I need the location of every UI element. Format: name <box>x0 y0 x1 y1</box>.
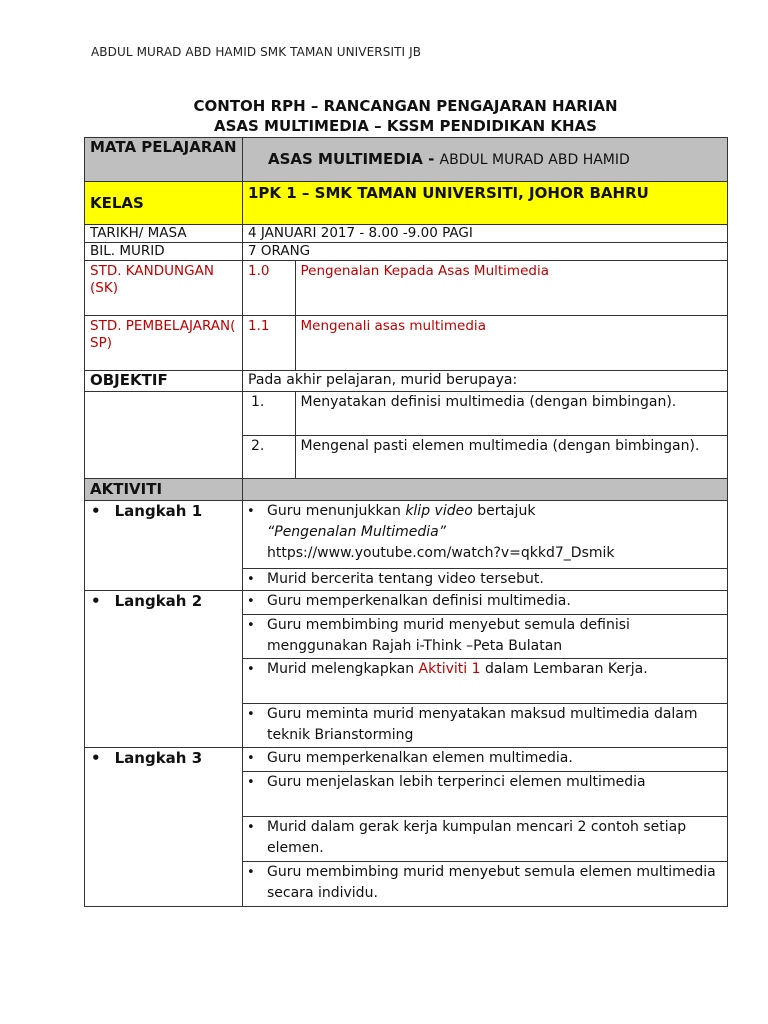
langkah-1-text: Langkah 1 <box>114 502 203 520</box>
video-url: https://www.youtube.com/watch?v=qkkd7_Dsmik <box>267 545 615 561</box>
bullet-icon: • <box>247 618 255 633</box>
sp-cell <box>243 316 728 371</box>
objektif-item <box>243 435 727 478</box>
objektif-item-number: 1. <box>251 394 265 410</box>
mata-pelajaran-label: MATA PELAJARAN <box>85 138 243 182</box>
item-italic: klip video <box>405 503 473 519</box>
row-aktiviti <box>85 479 728 501</box>
lesson-plan-table <box>84 137 728 907</box>
bullet-icon: • <box>247 820 255 835</box>
item-text: Guru menunjukkan <box>267 503 406 519</box>
langkah-1-label <box>85 501 243 591</box>
bullet-icon: • <box>247 594 255 609</box>
bullet-icon: • <box>247 504 255 519</box>
langkah-3-label <box>85 748 243 907</box>
row-langkah-3-a <box>85 748 728 772</box>
page-header: ABDUL MURAD ABD HAMID SMK TAMAN UNIVERSITI JB <box>91 45 422 59</box>
row-objektif-items <box>85 392 728 479</box>
item-text: Guru membimbing murid menyebut semula elemen multimedia secara individu. <box>267 864 716 901</box>
item-text: dalam Lembaran Kerja. <box>480 661 648 677</box>
sp-label: STD. PEMBELAJARAN( SP) <box>85 316 243 371</box>
item-text: Murid bercerita tentang video tersebut. <box>267 571 544 587</box>
sp-text: Mengenali asas multimedia <box>295 316 727 370</box>
row-kelas <box>85 182 728 225</box>
bullet-icon: • <box>91 592 101 610</box>
bullet-icon: • <box>247 572 255 587</box>
bullet-icon: • <box>247 865 255 880</box>
bullet-icon: • <box>247 707 255 722</box>
sk-number: 1.0 <box>248 263 270 279</box>
mata-pelajaran-value <box>243 138 728 182</box>
item-text: Murid dalam gerak kerja kumpulan mencari 2 contoh setiap elemen. <box>267 819 687 856</box>
item-text: Guru membimbing murid menyebut semula definisi menggunakan Rajah i-Think –Peta Bulatan <box>267 617 630 654</box>
item-text: Guru memperkenalkan definisi multimedia. <box>267 593 571 609</box>
video-title: “Pengenalan Multimedia” <box>267 524 447 540</box>
langkah-3-text: Langkah 3 <box>114 749 203 767</box>
aktiviti-empty-cell <box>243 479 728 501</box>
objektif-item <box>243 392 727 435</box>
row-standard-kandungan <box>85 261 728 316</box>
langkah-2-item <box>243 704 728 748</box>
langkah-3-item <box>243 748 728 772</box>
bullet-icon: • <box>91 502 101 520</box>
sp-number: 1.1 <box>248 318 270 334</box>
objektif-item-number: 2. <box>243 435 295 478</box>
bullet-icon: • <box>247 775 255 790</box>
tarikh-label: TARIKH/ MASA <box>85 225 243 243</box>
langkah-1-item <box>243 569 728 591</box>
kelas-value: 1PK 1 – SMK TAMAN UNIVERSITI, JOHOR BAHRU <box>243 182 728 225</box>
row-langkah-2-a <box>85 591 728 615</box>
objektif-item-text: Menyatakan definisi multimedia (dengan bimbingan). <box>295 392 727 435</box>
bil-murid-label: BIL. MURID <box>85 243 243 261</box>
bullet-icon: • <box>91 749 101 767</box>
objektif-empty-cell <box>85 392 243 479</box>
aktiviti-label: AKTIVITI <box>85 479 243 501</box>
row-langkah-1-a <box>85 501 728 569</box>
row-bil-murid <box>85 243 728 261</box>
document-title: CONTOH RPH – RANCANGAN PENGAJARAN HARIAN <box>193 97 618 115</box>
row-standard-pembelajaran <box>85 316 728 371</box>
objektif-items-cell <box>243 392 728 479</box>
item-text: Guru memperkenalkan elemen multimedia. <box>267 750 573 766</box>
langkah-2-text: Langkah 2 <box>114 592 203 610</box>
item-text: bertajuk <box>472 503 536 519</box>
row-tarikh <box>85 225 728 243</box>
bil-murid-value: 7 ORANG <box>243 243 728 261</box>
item-text: Guru menjelaskan lebih terperinci elemen multimedia <box>267 774 646 790</box>
document-subtitle: ASAS MULTIMEDIA – KSSM PENDIDIKAN KHAS <box>214 117 597 135</box>
teacher-name: ABDUL MURAD ABD HAMID <box>439 151 630 168</box>
langkah-2-label <box>85 591 243 748</box>
langkah-3-item <box>243 862 728 907</box>
langkah-2-item <box>243 615 728 659</box>
kelas-label: KELAS <box>85 182 243 225</box>
langkah-3-item <box>243 772 728 817</box>
sk-text: Pengenalan Kepada Asas Multimedia <box>295 261 727 315</box>
langkah-2-item <box>243 659 728 704</box>
tarikh-value: 4 JANUARI 2017 - 8.00 -9.00 PAGI <box>243 225 728 243</box>
row-objektif <box>85 371 728 392</box>
langkah-2-item <box>243 591 728 615</box>
sk-cell <box>243 261 728 316</box>
langkah-1-item <box>243 501 728 569</box>
bullet-icon: • <box>247 662 255 677</box>
item-text: Murid melengkapkan <box>267 661 419 677</box>
subject-name: ASAS MULTIMEDIA - <box>268 149 440 168</box>
objektif-intro: Pada akhir pelajaran, murid berupaya: <box>243 371 728 392</box>
row-mata-pelajaran <box>85 138 728 182</box>
objektif-label: OBJEKTIF <box>85 371 243 392</box>
objektif-item-text: Mengenal pasti elemen multimedia (dengan bimbingan). <box>295 435 727 478</box>
aktiviti-1-highlight: Aktiviti 1 <box>418 661 481 677</box>
item-text: Guru meminta murid menyatakan maksud multimedia dalam teknik Brianstorming <box>267 706 698 743</box>
bullet-icon: • <box>247 751 255 766</box>
sk-label: STD. KANDUNGAN (SK) <box>85 261 243 316</box>
langkah-3-item <box>243 817 728 862</box>
